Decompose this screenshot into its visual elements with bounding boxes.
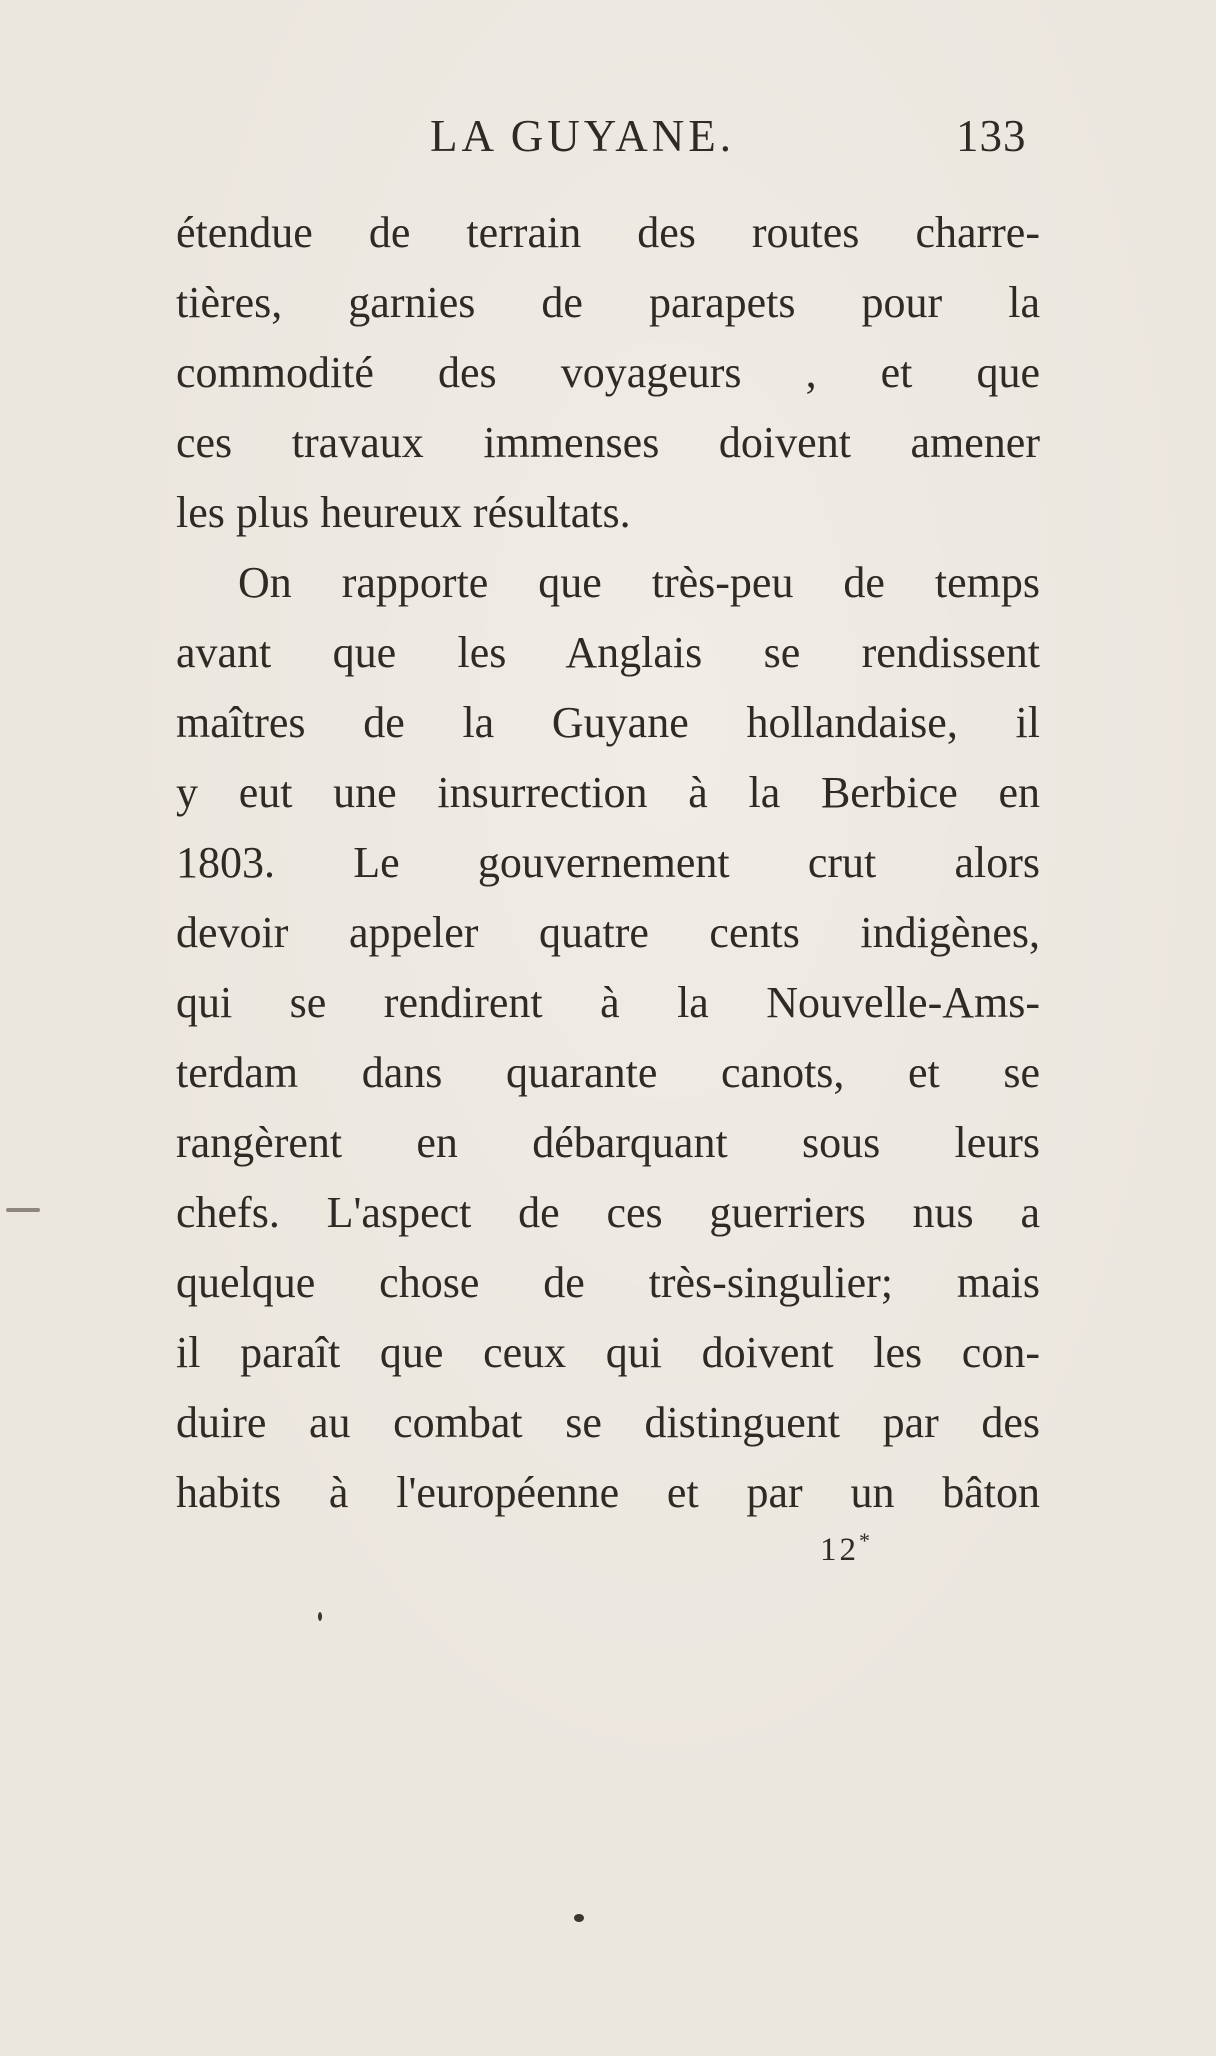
body-text — [176, 198, 1040, 1528]
text-line: devoir appeler quatre cents indigènes, — [176, 908, 1040, 957]
text-line: maîtres de la Guyane hollandaise, il — [176, 698, 1040, 747]
text-line: tières, garnies de parapets pour la — [176, 278, 1040, 327]
signature-asterisk: * — [859, 1528, 870, 1553]
paragraph-start-line: On rapporte que très-peu de temps — [238, 558, 1040, 607]
margin-dash-mark — [6, 1208, 40, 1212]
text-line: chefs. L'aspect de ces guerriers nus a — [176, 1188, 1040, 1237]
text-line: rangèrent en débarquant sous leurs — [176, 1118, 1040, 1167]
text-line: ces travaux immenses doivent amener — [176, 418, 1040, 467]
text-line: 1803. Le gouvernement crut alors — [176, 838, 1040, 887]
signature-mark — [820, 1530, 870, 1567]
text-line: terdam dans quarante canots, et se — [176, 1048, 1040, 1097]
signature-number: 12 — [820, 1532, 859, 1568]
text-line: quelque chose de très-singulier; mais — [176, 1258, 1040, 1307]
text-line: commodité des voyageurs , et que — [176, 348, 1040, 397]
text-line: il paraît que ceux qui doivent les con- — [176, 1328, 1040, 1377]
text-line: qui se rendirent à la Nouvelle-Ams- — [176, 978, 1040, 1027]
paragraph-end-line: les plus heureux résultats. — [176, 488, 631, 537]
text-line: duire au combat se distinguent par des — [176, 1398, 1040, 1447]
page-number: 133 — [956, 111, 1027, 161]
text-line: habits à l'européenne et par un bâton — [176, 1468, 1040, 1517]
ink-speck — [574, 1914, 584, 1922]
text-line: avant que les Anglais se rendissent — [176, 628, 1040, 677]
text-line: y eut une insurrection à la Berbice en — [176, 768, 1040, 817]
running-title: LA GUYANE. — [430, 111, 735, 161]
text-line: étendue de terrain des routes charre- — [176, 208, 1040, 257]
ink-speck — [318, 1612, 322, 1621]
